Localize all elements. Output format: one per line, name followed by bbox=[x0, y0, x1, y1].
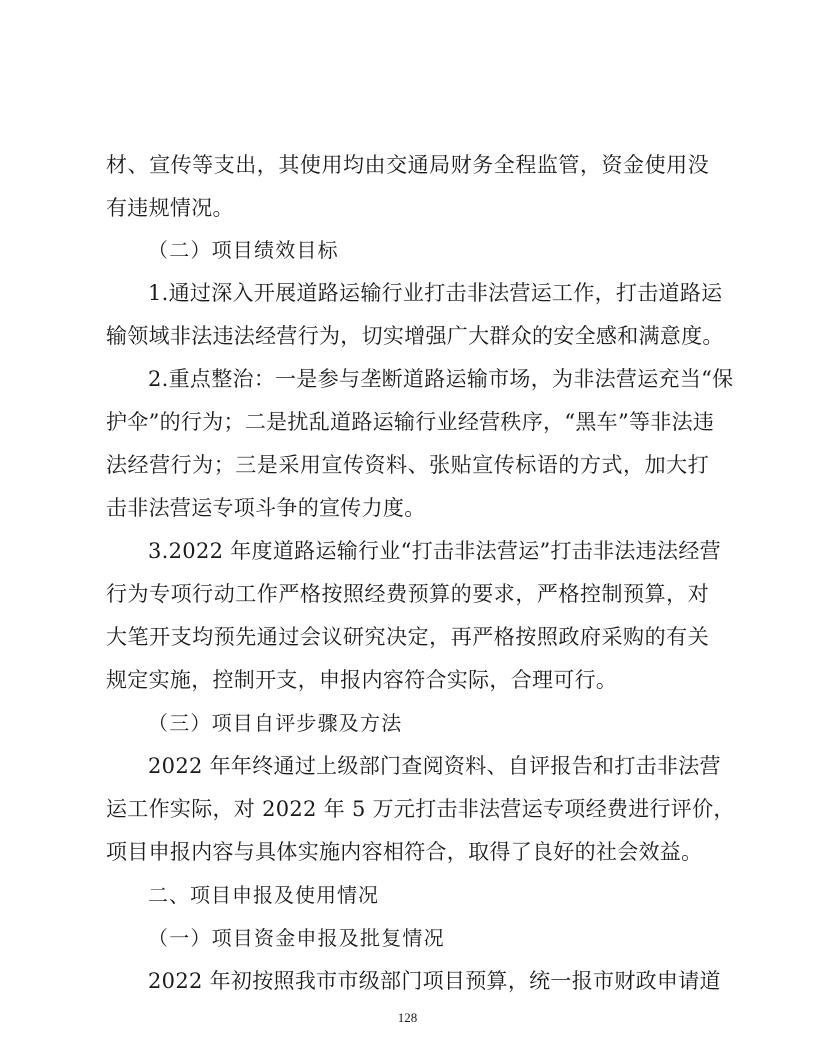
section-heading: 二、项目申报及使用情况 bbox=[148, 883, 379, 907]
page-number: 128 bbox=[397, 1010, 418, 1025]
paragraph-line: 击非法营运专项斗争的宣传力度。 bbox=[106, 496, 426, 520]
section-subheading: （二）项目绩效目标 bbox=[148, 238, 339, 262]
paragraph-line: 大笔开支均预先通过会议研究决定，再严格按照政府采购的有关 bbox=[106, 625, 709, 649]
paragraph-line: 2.重点整治：一是参与垄断道路运输市场，为非法营运充当“保 bbox=[148, 367, 734, 391]
section-subheading: （三）项目自评步骤及方法 bbox=[148, 711, 403, 735]
paragraph-line: 输领域非法违法经营行为，切实增强广大群众的安全感和满意度。 bbox=[106, 324, 724, 348]
paragraph-line: 3.2022 年度道路运输行业“打击非法营运”打击非法违法经营 bbox=[148, 539, 721, 563]
paragraph-line: 护伞”的行为；二是扰乱道路运输行业经营秩序，“黑车”等非法违 bbox=[106, 410, 715, 434]
paragraph-line: 运工作实际，对 2022 年 5 万元打击非法营运专项经费进行评价， bbox=[106, 797, 735, 821]
paragraph-line: 规定实施，控制开支，申报内容符合实际，合理可行。 bbox=[106, 668, 618, 692]
paragraph-line: 材、宣传等支出，其使用均由交通局财务全程监管，资金使用没 bbox=[106, 153, 709, 177]
paragraph-line: 2022 年初按照我市市级部门项目预算，统一报市财政申请道 bbox=[148, 969, 721, 993]
paragraph-line: 项目申报内容与具体实施内容相符合，取得了良好的社会效益。 bbox=[106, 840, 703, 864]
section-subheading: （一）项目资金申报及批复情况 bbox=[148, 926, 445, 950]
paragraph-line: 法经营行为；三是采用宣传资料、张贴宣传标语的方式，加大打 bbox=[106, 453, 709, 477]
paragraph-line: 行为专项行动工作严格按照经费预算的要求，严格控制预算，对 bbox=[106, 582, 709, 606]
paragraph-line: 有违规情况。 bbox=[106, 196, 234, 220]
paragraph-line: 1.通过深入开展道路运输行业打击非法营运工作，打击道路运 bbox=[148, 281, 723, 305]
paragraph-line: 2022 年年终通过上级部门查阅资料、自评报告和打击非法营 bbox=[148, 754, 721, 778]
